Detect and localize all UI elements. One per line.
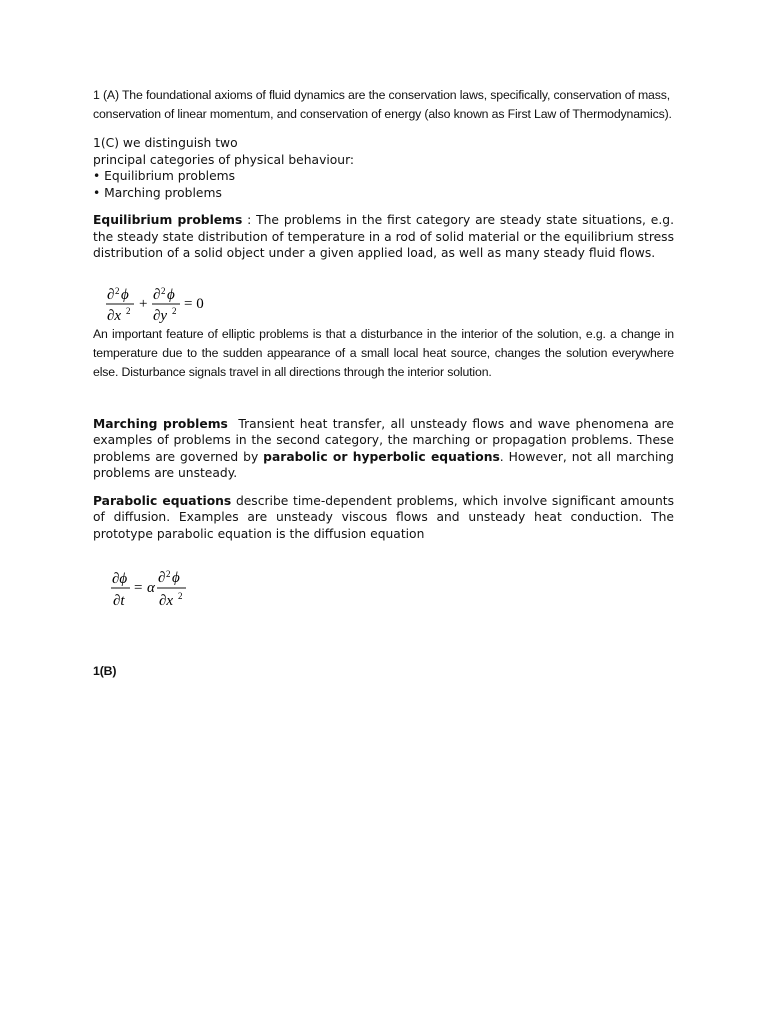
svg-text:α: α bbox=[147, 580, 155, 596]
section-1c-line2: principal categories of physical behaviour: bbox=[93, 152, 355, 167]
svg-text:=: = bbox=[134, 580, 143, 596]
marching-paragraph bbox=[93, 416, 674, 482]
paragraph-1a: 1 (A) The foundational axioms of fluid dynamics are the conservation laws, specifically, conservation of mass, conservation of linear momentum, and conservation of energy (also known as First Law of Thermodynamics). bbox=[93, 88, 672, 121]
equilibrium-paragraph bbox=[93, 212, 674, 262]
equilibrium-text: The problems in the first category are steady state situations, e.g. the steady state distribution of temperature in a rod of solid material or the equilibrium stress distribution of a solid object under a given applied load, as well as many steady fluid flows. bbox=[93, 213, 674, 260]
svg-text:∂ϕ: ∂ϕ bbox=[112, 571, 128, 587]
marching-heading: Marching problems bbox=[93, 416, 228, 431]
bullet-equilibrium: • Equilibrium problems bbox=[93, 169, 236, 183]
svg-text:∂: ∂ bbox=[158, 570, 166, 586]
laplace-equation-graphic bbox=[105, 283, 215, 325]
svg-text:∂: ∂ bbox=[153, 286, 161, 303]
equilibrium-sep: : bbox=[242, 213, 257, 227]
section-1c-line1: 1(C) we distinguish two bbox=[93, 136, 238, 150]
svg-text:ϕ: ϕ bbox=[167, 286, 175, 303]
marching-bold-equations: parabolic or hyperbolic equations bbox=[263, 449, 500, 464]
svg-text:∂x: ∂x bbox=[159, 593, 174, 609]
bullet-marching: • Marching problems bbox=[93, 185, 222, 200]
svg-text:∂t: ∂t bbox=[113, 593, 125, 609]
heading-1b: 1(B) bbox=[93, 664, 117, 678]
section-1c bbox=[93, 135, 674, 201]
document-page bbox=[93, 86, 674, 681]
marching-text: Transient heat transfer, all unsteady flows and wave phenomena are examples of problems in the second category, the marching or propagation problems. These problems are governed by bbox=[93, 416, 674, 464]
svg-text:2: 2 bbox=[172, 305, 177, 316]
svg-text:2: 2 bbox=[115, 285, 120, 296]
svg-text:+: + bbox=[139, 295, 148, 312]
svg-text:2: 2 bbox=[161, 285, 166, 296]
svg-text:ϕ: ϕ bbox=[172, 570, 180, 586]
svg-text:∂: ∂ bbox=[107, 286, 115, 303]
svg-text:2: 2 bbox=[126, 305, 131, 316]
svg-text:2: 2 bbox=[178, 591, 183, 601]
svg-text:∂y: ∂y bbox=[153, 307, 168, 324]
svg-text:= 0: = 0 bbox=[184, 295, 204, 312]
parabolic-paragraph bbox=[93, 493, 674, 543]
diffusion-equation-graphic bbox=[108, 566, 208, 610]
elliptic-paragraph: An important feature of elliptic problems is that a disturbance in the interior of the solution, e.g. a change in temperature due to the sudden appearance of a small local heat source, changes the solution everywhere else. Disturbance signals travel in all directions through the interior solution. bbox=[93, 326, 674, 379]
svg-text:∂x: ∂x bbox=[107, 307, 122, 324]
diffusion-equation bbox=[108, 566, 674, 610]
parabolic-text: describe time-dependent problems, which involve significant amounts of diffusion. Examples are unsteady viscous flows and unsteady heat conduction. The prototype parabolic equation is the diffusion equation bbox=[93, 493, 674, 541]
equilibrium-heading: Equilibrium problems bbox=[93, 213, 243, 227]
laplace-equation bbox=[105, 283, 674, 325]
svg-text:ϕ: ϕ bbox=[121, 286, 129, 303]
svg-text:2: 2 bbox=[166, 569, 171, 579]
marching-text-end: . However, not all marching problems are unsteady. bbox=[93, 449, 674, 480]
parabolic-heading: Parabolic equations bbox=[93, 493, 232, 508]
